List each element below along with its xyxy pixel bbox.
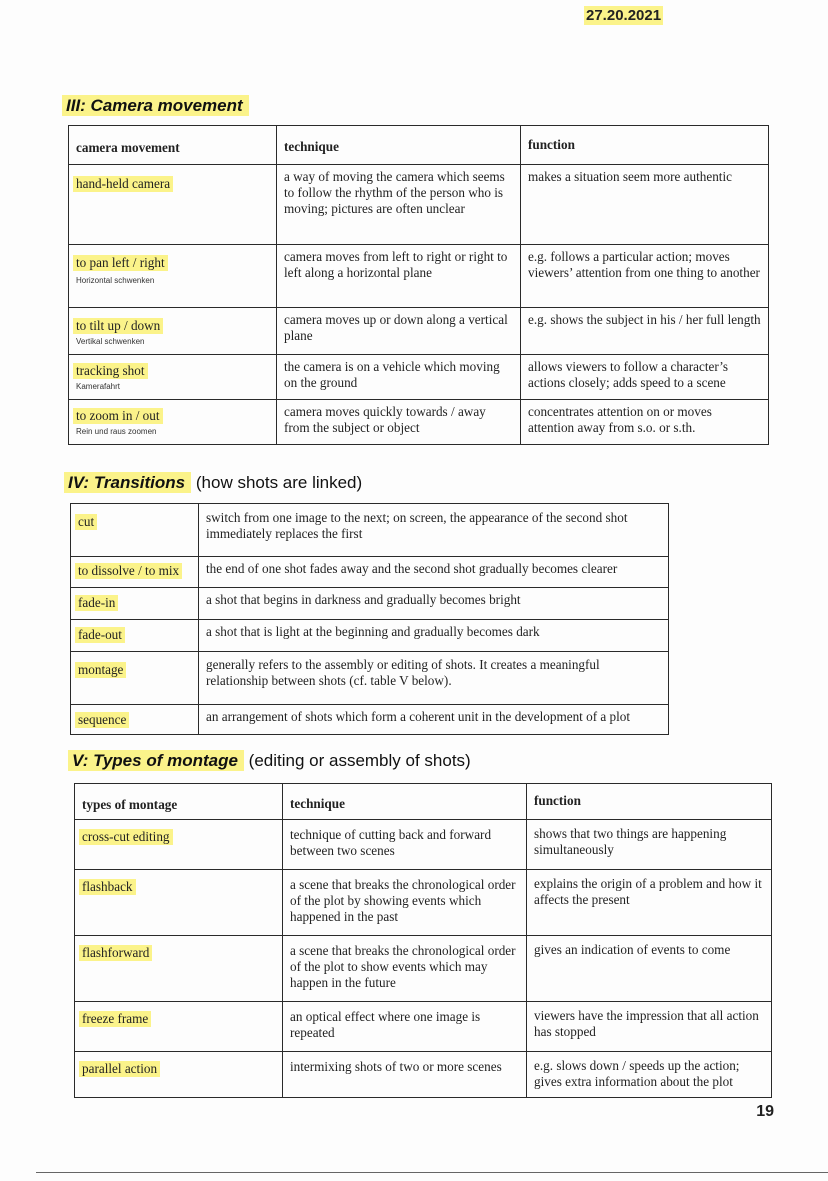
function-cell: e.g. shows the subject in his / her full length — [521, 308, 769, 355]
column-header: types of montage — [75, 784, 283, 820]
term: fade-out — [75, 627, 125, 643]
term: flashback — [79, 879, 136, 895]
transitions-table — [70, 503, 669, 735]
handwritten-note: Rein und raus zoomen — [76, 427, 157, 436]
technique-cell: camera moves quickly towards / away from the subject or object — [277, 400, 521, 445]
table-header-row — [69, 126, 769, 165]
term: to dissolve / to mix — [75, 563, 182, 579]
function-cell: makes a situation seem more authentic — [521, 165, 769, 245]
table-row — [69, 165, 769, 245]
column-header: function — [527, 784, 772, 820]
term-cell — [69, 355, 277, 400]
table-row — [71, 557, 669, 588]
camera-movement-table — [68, 125, 769, 445]
term-cell — [69, 165, 277, 245]
section-subtitle: (editing or assembly of shots) — [248, 751, 471, 770]
technique-cell: a scene that breaks the chronological order of the plot by showing events which happened in the past — [283, 870, 527, 936]
term-cell — [75, 820, 283, 870]
technique-cell: a way of moving the camera which seems to follow the rhythm of the person who is moving; pictures are often unclear — [277, 165, 521, 245]
handwritten-note: Kamerafahrt — [76, 382, 121, 391]
function-cell: shows that two things are happening simultaneously — [527, 820, 772, 870]
column-header: technique — [277, 126, 521, 165]
section-title-transitions — [64, 473, 362, 493]
table-row — [75, 1052, 772, 1098]
function-cell: viewers have the impression that all action has stopped — [527, 1002, 772, 1052]
types-of-montage-table — [74, 783, 772, 1098]
definition-cell: an arrangement of shots which form a coherent unit in the development of a plot — [199, 705, 669, 735]
handwritten-note: Vertikal schwenken — [76, 337, 145, 346]
technique-cell: intermixing shots of two or more scenes — [283, 1052, 527, 1098]
column-header: technique — [283, 784, 527, 820]
term: freeze frame — [79, 1011, 151, 1027]
term: to tilt up / down — [73, 318, 163, 334]
section-heading: V: Types of montage — [68, 750, 244, 771]
term: hand-held camera — [73, 176, 173, 192]
section-title-camera-movement — [62, 96, 249, 116]
table-row — [69, 355, 769, 400]
page-number: 19 — [756, 1103, 774, 1120]
table-row — [75, 1002, 772, 1052]
table-row — [71, 620, 669, 652]
footer-rule — [36, 1172, 828, 1173]
term: to zoom in / out — [73, 408, 163, 424]
term-cell — [71, 652, 199, 705]
handwritten-date: 27.20.2021 — [586, 7, 662, 24]
table-header-row — [75, 784, 772, 820]
table-row — [71, 504, 669, 557]
table-row — [75, 870, 772, 936]
definition-cell: the end of one shot fades away and the second shot gradually becomes clearer — [199, 557, 669, 588]
section-heading: III: Camera movement — [62, 95, 249, 116]
handwritten-note: Horizontal schwenken — [76, 276, 155, 285]
function-cell: e.g. slows down / speeds up the action; gives extra information about the plot — [527, 1052, 772, 1098]
term-cell — [69, 400, 277, 445]
term-cell — [71, 557, 199, 588]
table-row — [75, 820, 772, 870]
table-row — [75, 936, 772, 1002]
term: cross-cut editing — [79, 829, 173, 845]
term: montage — [75, 662, 126, 678]
column-header: function — [521, 126, 769, 165]
technique-cell: camera moves from left to right or right to left along a horizontal plane — [277, 245, 521, 308]
technique-cell: technique of cutting back and forward between two scenes — [283, 820, 527, 870]
term: fade-in — [75, 595, 118, 611]
definition-cell: a shot that begins in darkness and gradually becomes bright — [199, 588, 669, 620]
term-cell — [71, 588, 199, 620]
table-row — [71, 705, 669, 735]
section-heading: IV: Transitions — [64, 472, 191, 493]
table-row — [69, 245, 769, 308]
function-cell: concentrates attention on or moves attention away from s.o. or s.th. — [521, 400, 769, 445]
term: flashforward — [79, 945, 152, 961]
column-header: camera movement — [69, 126, 277, 165]
table-row — [71, 588, 669, 620]
function-cell: allows viewers to follow a character’s actions closely; adds speed to a scene — [521, 355, 769, 400]
definition-cell: switch from one image to the next; on screen, the appearance of the second shot immediately replaces the first — [199, 504, 669, 557]
table-row — [69, 308, 769, 355]
term-cell — [75, 870, 283, 936]
term: tracking shot — [73, 363, 148, 379]
section-title-types-of-montage — [68, 751, 471, 771]
term-cell — [69, 308, 277, 355]
table-row — [71, 652, 669, 705]
term: parallel action — [79, 1061, 160, 1077]
term-cell — [75, 1002, 283, 1052]
term: sequence — [75, 712, 129, 728]
definition-cell: generally refers to the assembly or editing of shots. It creates a meaningful relationship between shots (cf. table V below). — [199, 652, 669, 705]
technique-cell: an optical effect where one image is repeated — [283, 1002, 527, 1052]
section-subtitle: (how shots are linked) — [195, 473, 363, 492]
function-cell: e.g. follows a particular action; moves viewers’ attention from one thing to another — [521, 245, 769, 308]
function-cell: explains the origin of a problem and how it affects the present — [527, 870, 772, 936]
term: cut — [75, 514, 97, 530]
term-cell — [71, 620, 199, 652]
function-cell: gives an indication of events to come — [527, 936, 772, 1002]
technique-cell: a scene that breaks the chronological order of the plot to show events which may happen in the future — [283, 936, 527, 1002]
term: to pan left / right — [73, 255, 168, 271]
term-cell — [71, 705, 199, 735]
technique-cell: camera moves up or down along a vertical plane — [277, 308, 521, 355]
definition-cell: a shot that is light at the beginning and gradually becomes dark — [199, 620, 669, 652]
term-cell — [75, 1052, 283, 1098]
technique-cell: the camera is on a vehicle which moving on the ground — [277, 355, 521, 400]
table-row — [69, 400, 769, 445]
term-cell — [75, 936, 283, 1002]
term-cell — [71, 504, 199, 557]
term-cell — [69, 245, 277, 308]
